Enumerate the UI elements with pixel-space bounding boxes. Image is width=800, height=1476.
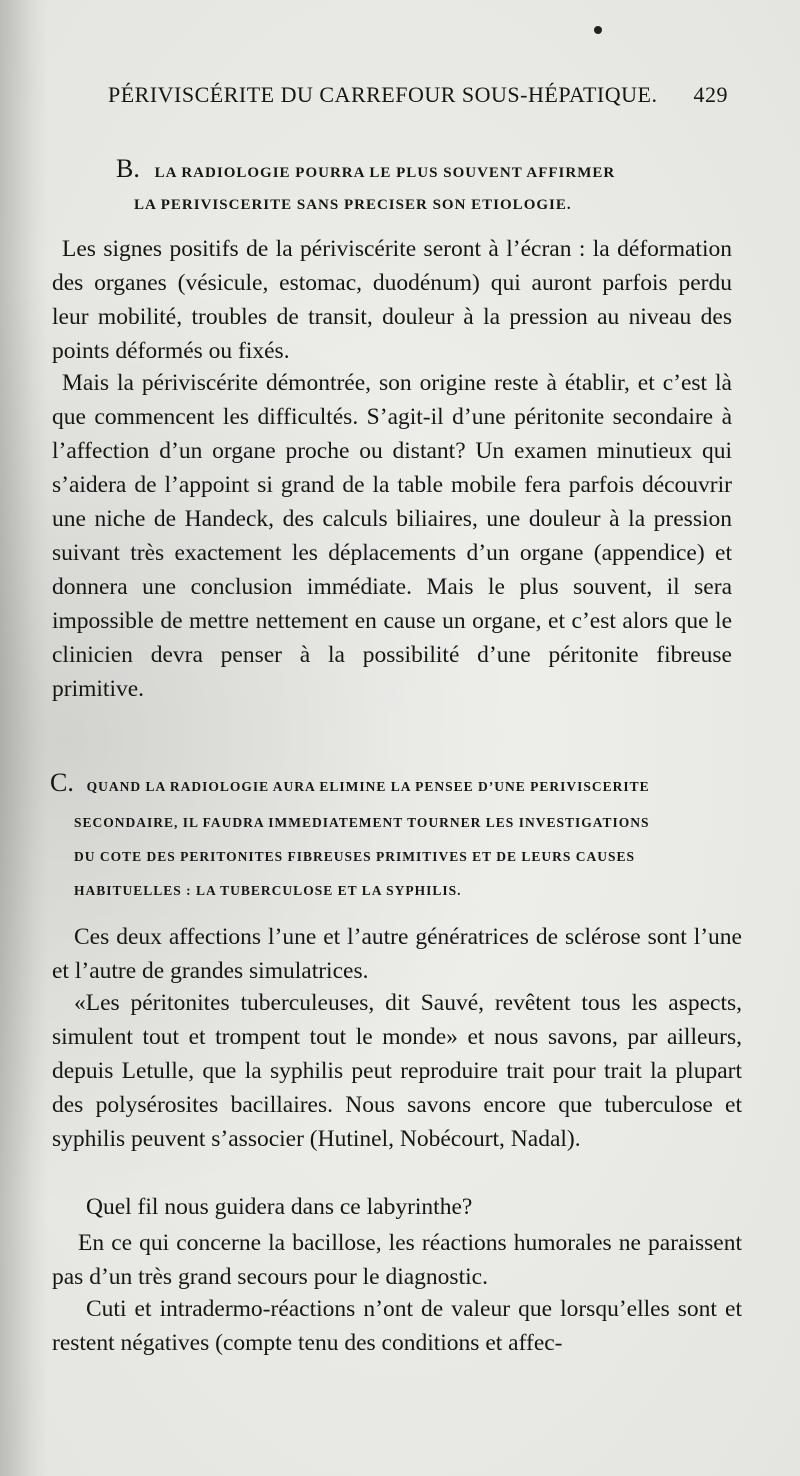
page-gutter-shadow [0, 0, 48, 1476]
section-c-paragraph-2: «Les péritonites tuberculeuses, dit Sauvé, revêtent tous les aspects, simulent tout et trompent tout le monde» et nous savons, par ailleurs, depuis Letulle, que la syphilis peut reproduire trait pour trait la plupart des polysérosites bacillaires. Nous savons encore que tuberculose et syphilis peuvent s’associer (Hutinel, Nobécourt, Nadal). [52, 990, 742, 1152]
section-b-paragraph-1: Les signes positifs de la périviscérite seront à l’écran : la déformation des organes (vésicule, estomac, duodénum) qui auront parfois perdu leur mobilité, troubles de transit, douleur à la pression au niveau des points déformés ou fixés. [52, 236, 732, 364]
page-number: 429 [693, 82, 728, 107]
section-b-heading-text1: LA RADIOLOGIE POURRA LE PLUS SOUVENT AFFIRMER [154, 165, 616, 181]
section-c-heading-line4: HABITUELLES : LA TUBERCULOSE ET LA SYPHILIS. [74, 883, 462, 898]
section-b-heading-line2: LA PERIVISCERITE SANS PRECISER SON ETIOLOGIE. [134, 197, 572, 213]
section-c-letter: C. [50, 768, 74, 797]
section-c-heading-line1 [50, 766, 650, 804]
section-c-paragraph-4: En ce qui concerne la bacillose, les réactions humorales ne paraissent pas d’un très grand secours pour le diagnostic. [52, 1230, 742, 1290]
running-head-title: PÉRIVISCÉRITE DU CARREFOUR SOUS-HÉPATIQUE. [108, 82, 658, 107]
section-c-heading-line2: SECONDAIRE, IL FAUDRA IMMEDIATEMENT TOURNER LES INVESTIGATIONS [74, 815, 650, 830]
section-c-heading-line3: DU COTE DES PERITONITES FIBREUSES PRIMITIVES ET DE LEURS CAUSES [74, 849, 636, 864]
section-b-letter: B. [116, 154, 140, 183]
ink-mark [594, 26, 602, 34]
section-c-paragraph-5: Cuti et intradermo-réactions n’ont de valeur que lorsqu’elles sont et restent négatives (compte tenu des conditions et affec- [52, 1296, 742, 1356]
running-head [108, 82, 728, 114]
section-c-paragraph-1: Ces deux affections l’une et l’autre génératrices de sclérose sont l’une et l’autre de grandes simulatrices. [52, 924, 742, 984]
section-b-paragraph-2: Mais la périviscérite démontrée, son origine reste à établir, et c’est là que commencent les difficultés. S’agit-il d’une péritonite secondaire à l’affection d’un organe proche ou distant? Un examen minutieux qui s’aidera de l’appoint si grand de la table mobile fera parfois découvrir une niche de Handeck, des calculs biliaires, une douleur à la pression suivant très exactement les déplacements d’un organe (appendice) et donnera une conclusion immédiate. Mais le plus souvent, il sera impossible de mettre nettement en cause un organe, et c’est alors que le clinicien devra penser à la possibilité d’une péritonite fibreuse primitive. [52, 370, 732, 702]
section-c-heading-text1: QUAND LA RADIOLOGIE AURA ELIMINE LA PENSEE D’UNE PERIVISCERITE [86, 779, 650, 794]
section-c-paragraph-3: Quel fil nous guidera dans ce labyrinthe? [86, 1194, 473, 1220]
section-b-heading-line1 [116, 152, 615, 190]
